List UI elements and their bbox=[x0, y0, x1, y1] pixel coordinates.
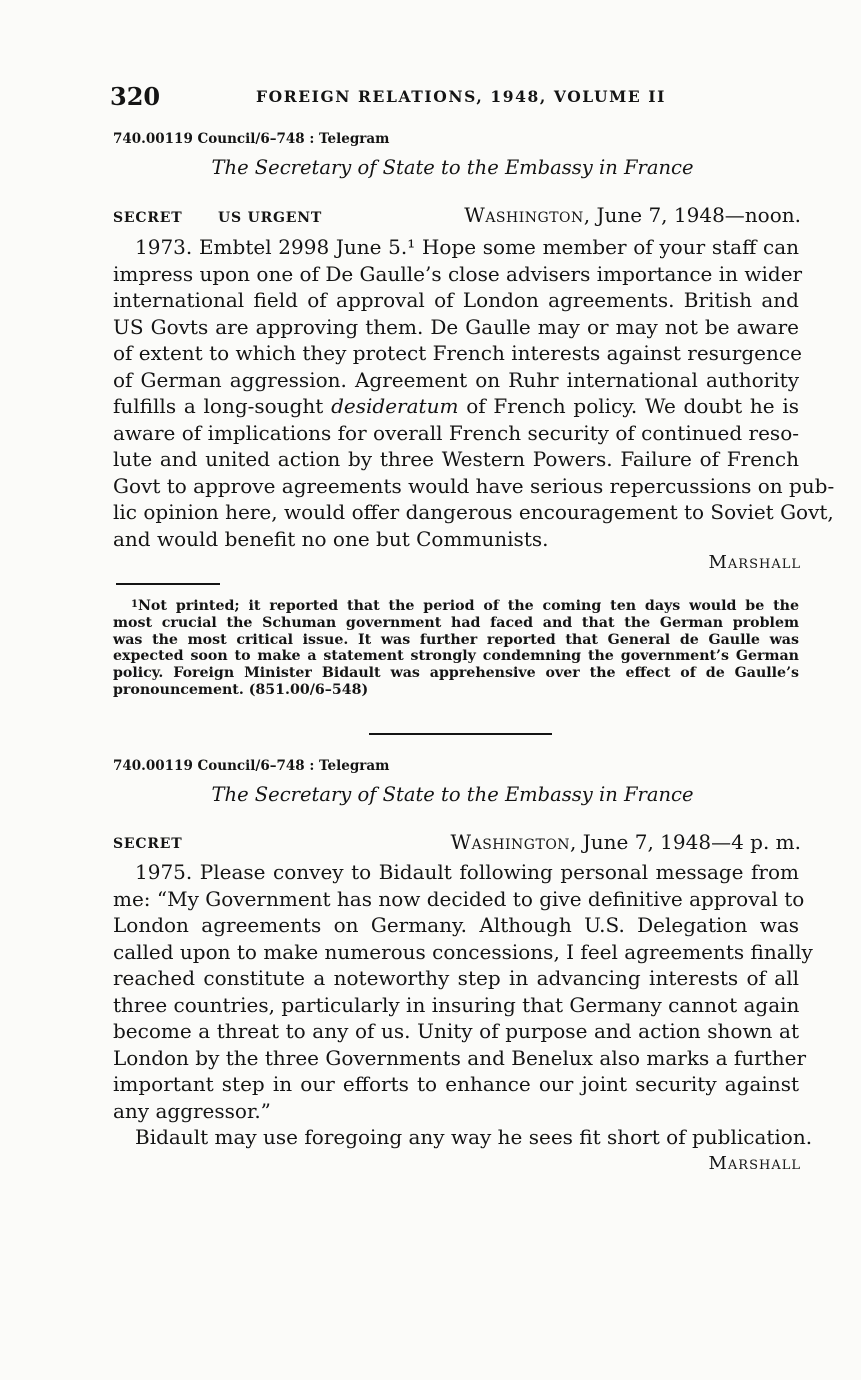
dateline bbox=[451, 830, 801, 854]
body-line: reached constitute a noteworthy step in advancing interests of all bbox=[113, 966, 799, 990]
telegram-body bbox=[113, 234, 835, 552]
body-line bbox=[113, 393, 799, 420]
footnote-marker: 1 bbox=[131, 599, 138, 610]
body-line: Bidault may use foregoing any way he sees fit short of publication. bbox=[135, 1125, 813, 1149]
priority-mark: US URGENT bbox=[218, 210, 323, 226]
body-line: international field of approval of London agreements. British and bbox=[113, 288, 799, 312]
body-line: of German aggression. Agreement on Ruhr international authority bbox=[113, 367, 799, 392]
body-line: impress upon one of De Gaulle’s close advisers importance in wider bbox=[113, 261, 803, 286]
body-line: aware of implications for overall French security of continued reso- bbox=[113, 420, 799, 445]
classification-mark: SECRET bbox=[113, 836, 183, 852]
footnote-line: policy. Foreign Minister Bidault was apprehensive over the effect of de Gaulle’s bbox=[113, 665, 799, 682]
dateline bbox=[464, 203, 801, 227]
body-line: important step in our efforts to enhance our joint security against bbox=[113, 1072, 799, 1096]
body-line: Govt to approve agreements would have serious repercussions on pub- bbox=[113, 473, 835, 498]
body-text: of French policy. We doubt he is bbox=[466, 394, 800, 418]
dateline-date: , June 7, 1948—4 p. m. bbox=[570, 830, 801, 854]
file-reference: 740.00119 Council/6–748 : Telegram bbox=[113, 131, 390, 147]
footnote-divider bbox=[116, 583, 220, 585]
body-line: any aggressor.” bbox=[113, 1098, 271, 1123]
body-line: London by the three Governments and Benelux also marks a further bbox=[113, 1045, 807, 1070]
signature: Marshall bbox=[708, 552, 801, 573]
footnote-line: pronouncement. (851.00/6–548) bbox=[113, 681, 369, 698]
dateline-place: Washington bbox=[450, 830, 571, 854]
body-line: become a threat to any of us. Unity of purpose and action shown at bbox=[113, 1019, 799, 1043]
dateline-date: , June 7, 1948—noon. bbox=[583, 203, 801, 227]
body-line: lute and united action by three Western Powers. Failure of French bbox=[113, 447, 799, 471]
footnote-line: was the most critical issue. It was further reported that General de Gaulle was bbox=[113, 631, 799, 648]
footnote bbox=[113, 598, 799, 699]
italic-term: desideratum bbox=[331, 394, 459, 418]
footnote-line: most crucial the Schuman government had faced and that the German problem bbox=[113, 614, 799, 631]
page-number: 320 bbox=[110, 82, 161, 111]
body-line: and would benefit no one but Communists. bbox=[113, 526, 549, 551]
footnote-text: Not printed; it reported that the period of the coming ten days would be the bbox=[137, 598, 799, 614]
document-title: The Secretary of State to the Embassy in France bbox=[211, 783, 694, 806]
body-line: 1973. Embtel 2998 June 5.¹ Hope some member of your staff can bbox=[135, 235, 799, 259]
body-line: called upon to make numerous concessions, I feel agreements finally bbox=[113, 939, 813, 964]
running-head: FOREIGN RELATIONS, 1948, VOLUME II bbox=[256, 87, 666, 106]
body-line: three countries, particularly in insuring that Germany cannot again bbox=[113, 992, 800, 1017]
body-line: lic opinion here, would offer dangerous encouragement to Soviet Govt, bbox=[113, 500, 834, 524]
footnote-line bbox=[113, 598, 799, 615]
body-text: fulfills a long-sought bbox=[113, 394, 324, 418]
dateline-place: Washington bbox=[464, 203, 584, 227]
body-line: 1975. Please convey to Bidault following personal message from bbox=[135, 860, 799, 884]
body-line: US Govts are approving them. De Gaulle may or may not be aware bbox=[113, 314, 799, 339]
classification-mark: SECRET bbox=[113, 210, 183, 226]
body-line: of extent to which they protect French interests against resurgence bbox=[113, 341, 802, 365]
body-line: London agreements on Germany. Although U.S. Delegation was bbox=[113, 913, 799, 937]
signature: Marshall bbox=[708, 1153, 801, 1174]
file-reference: 740.00119 Council/6–748 : Telegram bbox=[113, 758, 390, 774]
document-title: The Secretary of State to the Embassy in France bbox=[211, 156, 694, 179]
body-line: me: “My Government has now decided to give definitive approval to bbox=[113, 886, 805, 911]
footnote-line: expected soon to make a statement strongly condemning the government’s German bbox=[113, 648, 799, 665]
section-divider bbox=[369, 733, 552, 735]
telegram-body bbox=[113, 859, 813, 1151]
